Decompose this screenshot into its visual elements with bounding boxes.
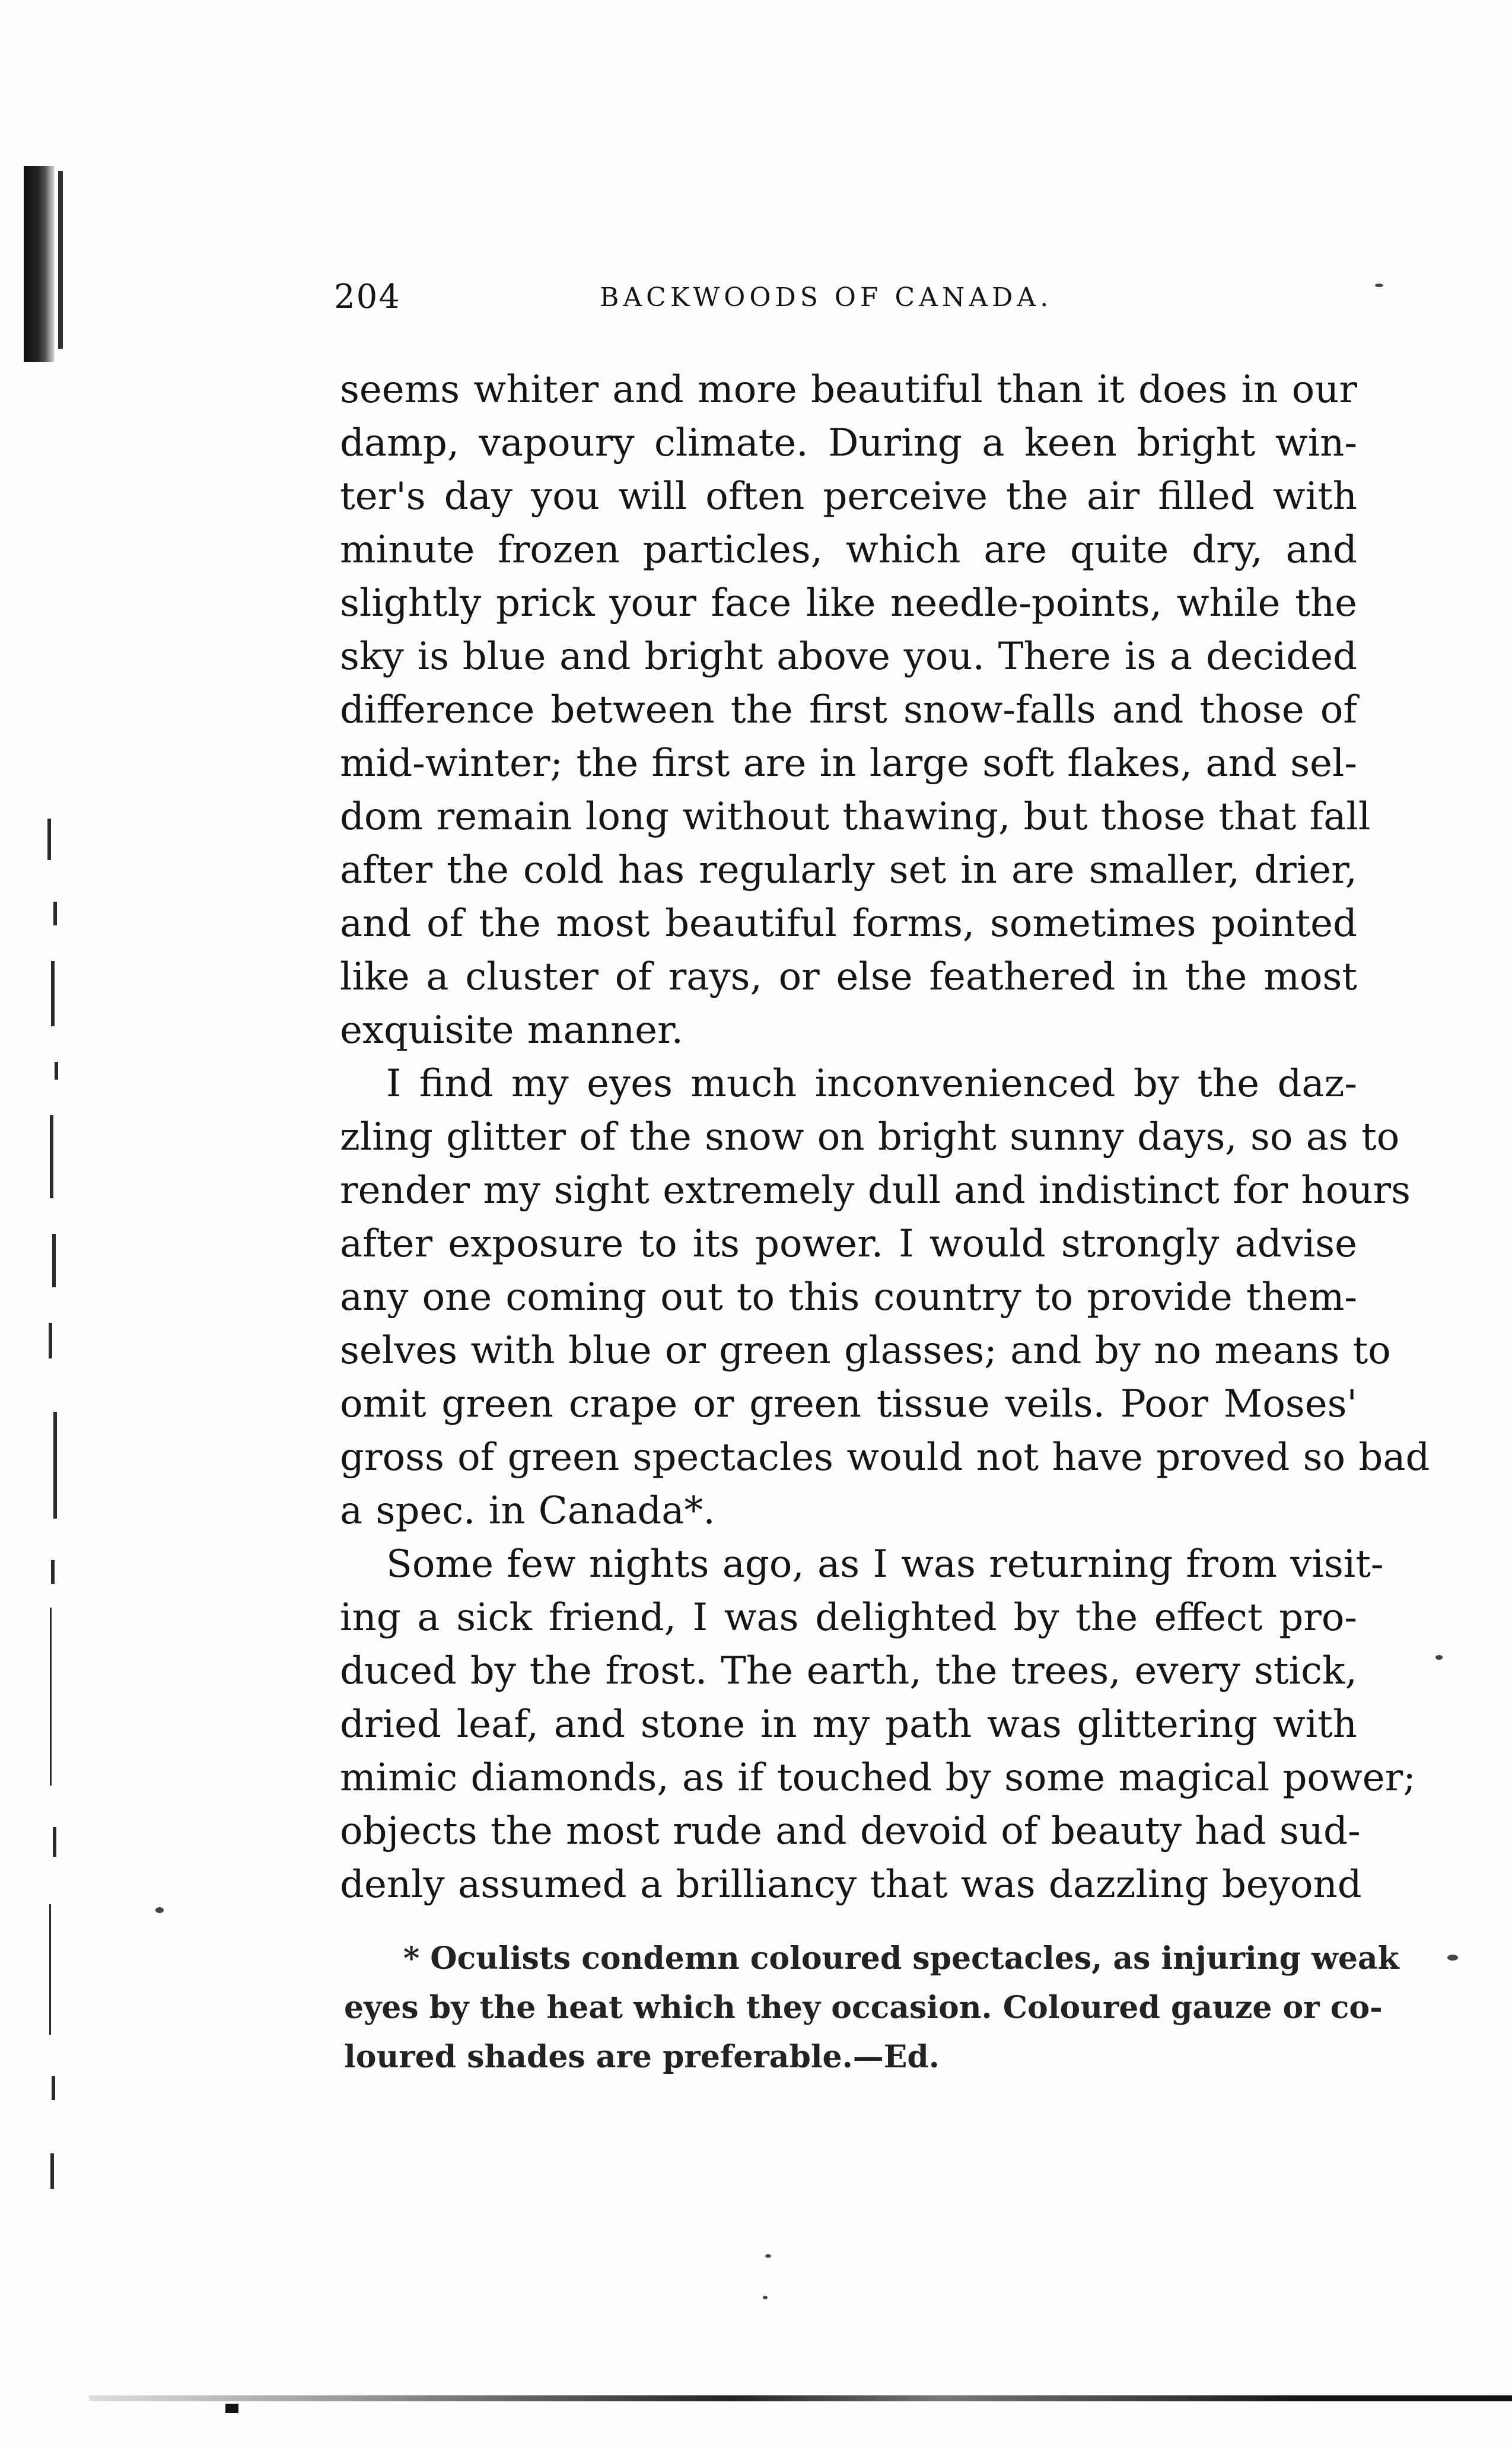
- text-line: dried leaf, and stone in my path was glittering with: [340, 1703, 1357, 1746]
- scan-speck: [1435, 1655, 1443, 1660]
- left-margin-scan-marks: [47, 819, 83, 2420]
- text-line: duced by the frost. The earth, the trees, every stick,: [340, 1649, 1357, 1693]
- text-line: any one coming out to this country to provide them-: [340, 1275, 1357, 1319]
- text-line: selves with blue or green glasses; and by no means to: [340, 1329, 1391, 1373]
- bottom-scan-edge: [89, 2395, 1512, 2401]
- footnote-line: loured shades are preferable.—Ed.: [344, 2039, 940, 2075]
- text-line: like a cluster of rays, or else feathered in the most: [340, 955, 1357, 999]
- text-line: after exposure to its power. I would strongly advise: [340, 1222, 1357, 1266]
- paragraph-first-line: Some few nights ago, as I was returning from visit-: [386, 1542, 1384, 1586]
- text-line: and of the most beautiful forms, sometimes pointed: [340, 902, 1357, 946]
- text-line: ter's day you will often perceive the air filled with: [340, 475, 1357, 518]
- text-line: difference between the first snow-falls and those of: [340, 688, 1357, 732]
- scan-speck: [765, 2254, 771, 2258]
- text-line: sky is blue and bright above you. There is a decided: [340, 635, 1357, 679]
- text-line: gross of green spectacles would not have proved so bad: [340, 1436, 1430, 1479]
- text-line: a spec. in Canada*.: [340, 1489, 715, 1533]
- text-line: slightly prick your face like needle-points, while the: [340, 581, 1357, 625]
- text-line: omit green crape or green tissue veils. Poor Moses': [340, 1382, 1357, 1426]
- text-line: seems whiter and more beautiful than it does in our: [340, 368, 1357, 412]
- text-line: damp, vapoury climate. During a keen bright win-: [340, 421, 1357, 465]
- text-line: dom remain long without thawing, but those that fall: [340, 795, 1371, 839]
- scan-speck: [1375, 284, 1383, 287]
- text-line: minute frozen particles, which are quite dry, and: [340, 528, 1357, 572]
- text-line: mid-winter; the first are in large soft flakes, and sel-: [340, 742, 1357, 785]
- running-head: BACKWOODS OF CANADA.: [600, 282, 1053, 313]
- binding-edge-artifact: [24, 166, 55, 362]
- text-line: objects the most rude and devoid of beauty had sud-: [340, 1809, 1361, 1853]
- scan-speck: [763, 2296, 768, 2299]
- page-header: [334, 278, 1354, 331]
- text-line: mimic diamonds, as if touched by some magical power;: [340, 1756, 1416, 1800]
- text-line: denly assumed a brilliancy that was dazzling beyond: [340, 1863, 1362, 1907]
- text-line: after the cold has regularly set in are smaller, drier,: [340, 848, 1357, 892]
- footnote-line: eyes by the heat which they occasion. Coloured gauze or co-: [344, 1990, 1383, 2026]
- text-line: render my sight extremely dull and indistinct for hours: [340, 1169, 1411, 1213]
- page-number: 204: [334, 278, 401, 316]
- footnote: [344, 1934, 1399, 2082]
- footnote-line: * Oculists condemn coloured spectacles, as injuring weak: [403, 1940, 1399, 1977]
- body-text: [340, 363, 1430, 1911]
- scan-speck: [1447, 1955, 1458, 1961]
- text-line: zling glitter of the snow on bright sunny days, so as to: [340, 1115, 1400, 1159]
- text-line: ing a sick friend, I was delighted by the effect pro-: [340, 1596, 1357, 1640]
- scan-speck: [155, 1907, 164, 1913]
- paragraph-first-line: I find my eyes much inconvenienced by the daz-: [386, 1062, 1357, 1106]
- text-line: exquisite manner.: [340, 1008, 683, 1052]
